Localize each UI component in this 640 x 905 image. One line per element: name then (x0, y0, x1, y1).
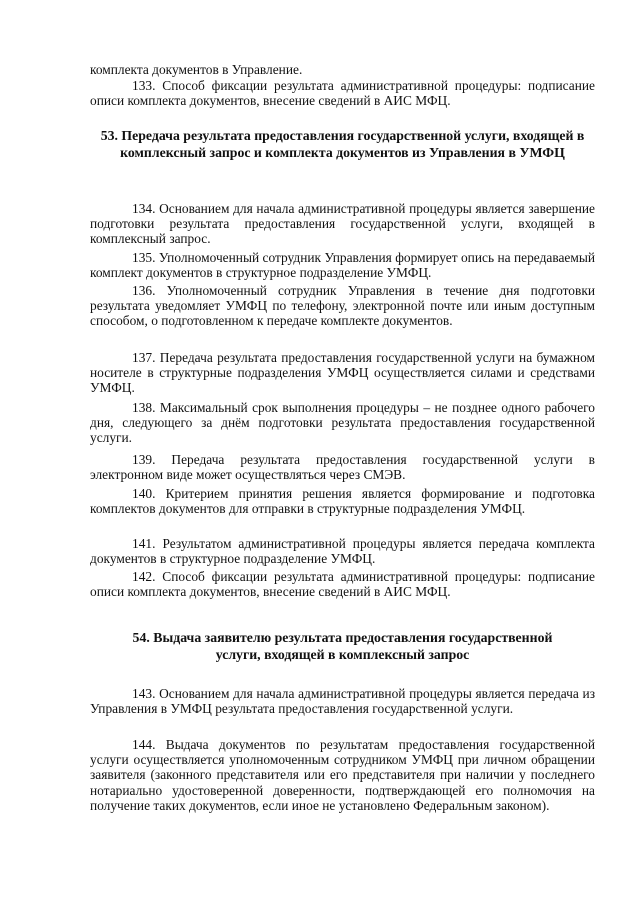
paragraph-138: 138. Максимальный срок выполнения процедуры – не позднее одного рабочего дня, следующего за днём подготовки результата предоставления государственной услуги. (90, 400, 595, 446)
paragraph-133: 133. Способ фиксации результата административной процедуры: подписание описи комплекта документов, внесение сведений в АИС МФЦ. (90, 78, 595, 109)
paragraph-135: 135. Уполномоченный сотрудник Управления формирует опись на передаваемый комплект документов в структурное подразделение УМФЦ. (90, 250, 595, 281)
paragraph-141: 141. Результатом административной процедуры является передача комплекта документов в структурное подразделение УМФЦ. (90, 536, 595, 567)
paragraph-137: 137. Передача результата предоставления государственной услуги на бумажном носителе в структурные подразделения УМФЦ осуществляется силами и средствами УМФЦ. (90, 350, 595, 396)
paragraph-144: 144. Выдача документов по результатам предоставления государственной услуги осуществляется уполномоченным сотрудником УМФЦ при личном обращении заявителя (законного представителя или его представителя при наличии у последнего нотариально удостоверенной доверенности, подтверждающей его полномочия на получение таких документов, если иное не установлено Федеральным законом). (90, 737, 595, 813)
paragraph-136: 136. Уполномоченный сотрудник Управления в течение дня подготовки результата уведомляет УМФЦ по телефону, электронной почте или иным доступным способом, о подготовленном к передаче комплекте документов. (90, 283, 595, 329)
paragraph-140: 140. Критерием принятия решения является формирование и подготовка комплектов документов для отправки в структурные подразделения УМФЦ. (90, 486, 595, 517)
paragraph-143: 143. Основанием для начала административной процедуры является передача из Управления в УМФЦ результата предоставления государственной услуги. (90, 686, 595, 717)
paragraph-142: 142. Способ фиксации результата административной процедуры: подписание описи комплекта документов, внесение сведений в АИС МФЦ. (90, 569, 595, 600)
paragraph-continuation: комплекта документов в Управление. (90, 62, 303, 77)
section-heading-53: 53. Передача результата предоставления государственной услуги, входящей в комплексный запрос и комплекта документов из Управления в УМФЦ (100, 128, 585, 160)
section-heading-54: 54. Выдача заявителю результата предоставления государственной услуги, входящей в комплексный запрос (132, 630, 553, 662)
paragraph-134: 134. Основанием для начала административной процедуры является завершение подготовки результата предоставления государственной услуги, входящей в комплексный запрос. (90, 201, 595, 247)
paragraph-139: 139. Передача результата предоставления государственной услуги в электронном виде может осуществляться через СМЭВ. (90, 452, 595, 483)
